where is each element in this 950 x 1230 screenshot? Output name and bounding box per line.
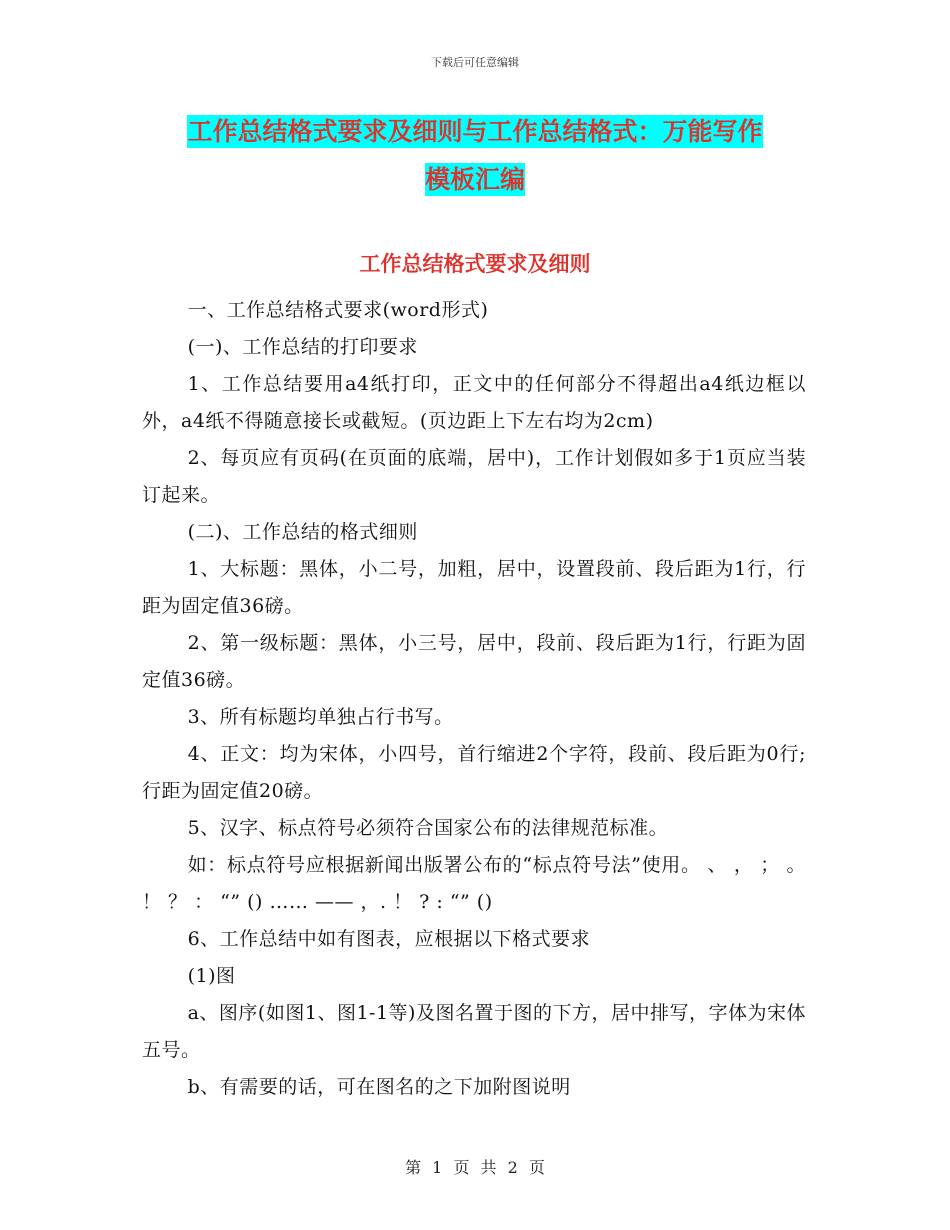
paragraph: 一、工作总结格式要求(word形式) [187,299,489,321]
paragraph: 5、汉字、标点符号必须符合国家公布的法律规范标准。 [187,817,669,839]
document-title-line1: 工作总结格式要求及细则与工作总结格式：万能写作 [187,117,763,146]
paragraph: 6、工作总结中如有图表，应根据以下格式要求 [187,928,591,950]
paragraph: 1、大标题：黑体，小二号，加粗，居中，设置段前、段后距为1行，行距为固定值36磅。 [142,558,806,617]
paragraph: a、图序(如图1、图1-1等)及图名置于图的下方，居中排写，字体为宋体五号。 [142,1002,806,1061]
document-title [140,108,810,204]
paragraph: 2、第一级标题：黑体，小三号，居中，段前、段后距为1行，行距为固定值36磅。 [142,632,806,691]
paragraph: 2、每页应有页码(在页面的底端，居中)，工作计划假如多于1页应当装订起来。 [142,447,806,506]
paragraph: (二)、工作总结的格式细则 [187,521,418,543]
paragraph: 4、正文：均为宋体，小四号，首行缩进2个字符，段前、段后距为0行;行距为固定值20磅。 [142,743,806,802]
section-title: 工作总结格式要求及细则 [359,252,591,276]
paragraph: b、有需要的话，可在图名的之下加附图说明 [187,1076,571,1098]
paragraph: 如：标点符号应根据新闻出版署公布的“标点符号法”使用。 、 ， ； 。 ！ ？ ： “” () …… —— ，. ！ ? : “” () [142,854,806,913]
document-body [142,292,806,1106]
paragraph: 3、所有标题均单独占行书写。 [187,706,454,728]
paragraph: (1)图 [187,965,236,987]
paragraph: 1、工作总结要用a4纸打印，正文中的任何部分不得超出a4纸边框以外，a4纸不得随意接长或截短。(页边距上下左右均为2cm) [142,373,806,432]
document-title-line2: 模板汇编 [424,165,525,194]
header-note: 下载后可任意编辑 [431,56,519,69]
page-footer: 第 1 页 共 2 页 [405,1158,545,1177]
paragraph: (一)、工作总结的打印要求 [187,336,418,358]
